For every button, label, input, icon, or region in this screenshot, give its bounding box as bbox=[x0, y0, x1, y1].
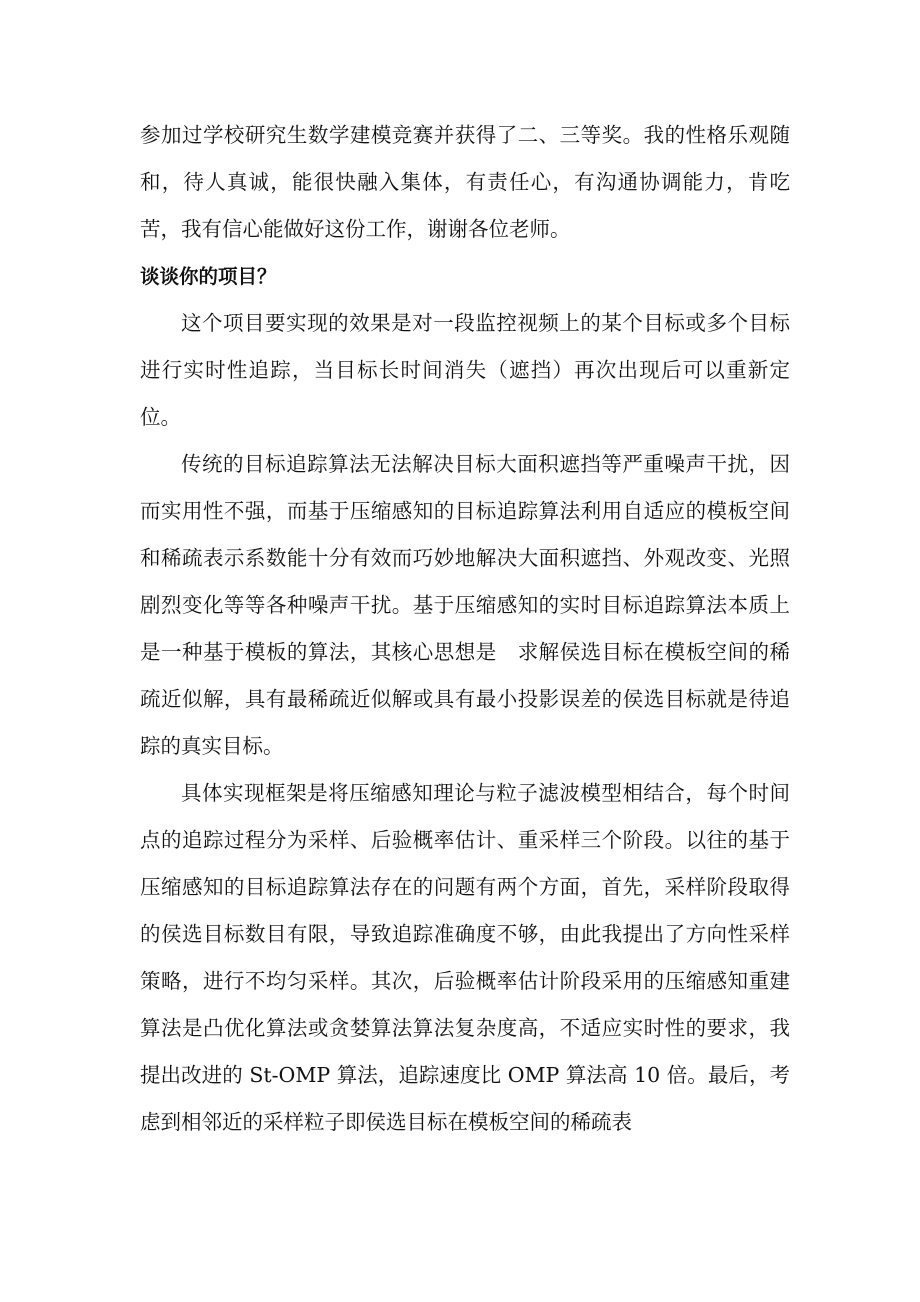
document-page bbox=[140, 112, 790, 1146]
paragraph-background: 传统的目标追踪算法无法解决目标大面积遮挡等严重噪声干扰，因而实用性不强，而基于压缩感知的目标追踪算法利用自适应的模板空间和稀疏表示系数能十分有效而巧妙地解决大面积遮挡、外观改变、光照剧烈变化等等各种噪声干扰。基于压缩感知的实时目标追踪算法本质上是一种基于模板的算法，其核心思想是 求解侯选目标在模板空间的稀疏近似解，具有最稀疏近似解或具有最小投影误差的侯选目标就是待追踪的真实目标。 bbox=[140, 452, 790, 758]
section-heading: 谈谈你的项目？ bbox=[140, 265, 277, 288]
paragraph-goal: 这个项目要实现的效果是对一段监控视频上的某个目标或多个目标进行实时性追踪，当目标长时间消失（遮挡）再次出现后可以重新定位。 bbox=[140, 311, 790, 429]
intro-paragraph: 参加过学校研究生数学建模竞赛并获得了二、三等奖。我的性格乐观随和，待人真诚，能很快融入集体，有责任心，有沟通协调能力，肯吃苦，我有信心能做好这份工作，谢谢各位老师。 bbox=[140, 123, 790, 241]
paragraph-framework: 具体实现框架是将压缩感知理论与粒子滤波模型相结合，每个时间点的追踪过程分为采样、后验概率估计、重采样三个阶段。以往的基于压缩感知的目标追踪算法存在的问题有两个方面，首先，采样阶段取得的侯选目标数目有限，导致追踪准确度不够，由此我提出了方向性采样策略，进行不均匀采样。其次，后验概率估计阶段采用的压缩感知重建算法是凸优化算法或贪婪算法算法复杂度高，不适应实时性的要求，我提出改进的 St-OMP 算法，追踪速度比 OMP 算法高 10 倍。最后，考虑到相邻近的采样粒子即侯选目标在模板空间的稀疏表 bbox=[140, 781, 790, 1134]
